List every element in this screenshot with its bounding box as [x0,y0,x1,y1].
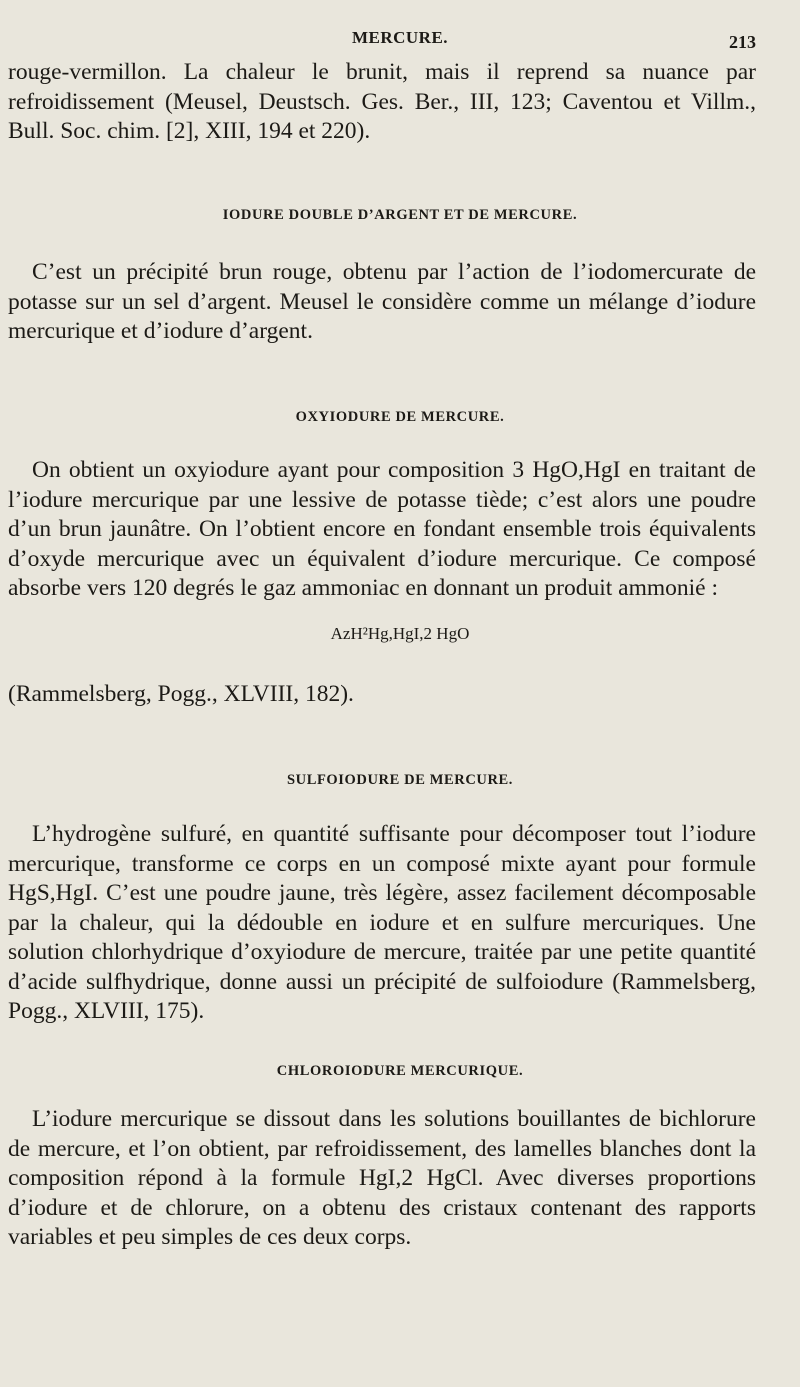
page-number: 213 [729,32,756,52]
section-heading-iodure-double: IODURE DOUBLE D’ARGENT ET DE MERCURE. [222,207,578,223]
paragraph-text: L’iodure mercurique se dissout dans les solutions bouillantes de bichlorure de mercure, et l’on obtient, par refroidissement, des lamelles blanches dont la composition répond à la formule HgI,2 HgCl. Avec diverses proportions d’iodure et de chlorure, on a obtenu des cristaux contenant des rapports variables et peu simples de ces deux corps. [8,1106,756,1250]
paragraph-chloroiodure [8,1105,756,1253]
paragraph-iodure-double [8,258,756,347]
paragraph-text: C’est un précipité brun rouge, obtenu par l’action de l’iodomercurate de potasse sur un sel d’argent. Meusel le considère comme un mélange d’iodure mercurique et d’iodure d’argent. [8,259,756,344]
section-heading-oxyiodure: OXYIODURE DE MERCURE. [295,409,505,425]
paragraph-oxyiodure [8,456,756,604]
chemical-formula: AzH²Hg,HgI,2 HgO [330,624,470,643]
paragraph-text: rouge-vermillon. La chaleur le brunit, mais il reprend sa nuance par refroidissement (Meusel, Deustsch. Ges. Ber., III, 123; Caventou et Villm., Bull. Soc. chim. [2], XIII, 194 et 220). [8,59,756,144]
running-head [0,28,800,52]
section-heading-sulfoiodure: SULFOIODURE DE MERCURE. [286,772,514,788]
paragraph-text: L’hydrogène sulfuré, en quantité suffisante pour décomposer tout l’iodure mercurique, transforme ce corps en un composé mixte ayant pour formule HgS,HgI. C’est une poudre jaune, très légère, assez facilement décomposable par la chaleur, qui la dédouble en iodure et en sulfure mercuriques. Une solution chlorhydrique d’oxyiodure de mercure, traitée par une petite quantité d’acide sulfhydrique, donne aussi un précipité de sulfoiodure (Rammelsberg, Pogg., XLVIII, 175). [8,821,756,1024]
paragraph-text: (Rammelsberg, Pogg., XLVIII, 182). [8,681,354,707]
running-title: MERCURE. [351,28,449,47]
paragraph-continuation [8,58,756,147]
section-heading-chloroiodure: CHLOROIODURE MERCURIQUE. [276,1063,524,1079]
paragraph-text: On obtient un oxyiodure ayant pour composition 3 HgO,HgI en traitant de l’iodure mercurique par une lessive de potasse tiède; c’est alors une poudre d’un brun jaunâtre. On l’obtient encore en fondant ensemble trois équivalents d’oxyde mercurique avec un équivalent d’iodure mercurique. Ce composé absorbe vers 120 degrés le gaz ammoniac en donnant un produit ammonié : [8,457,756,601]
paragraph-sulfoiodure [8,820,756,1027]
paragraph-reference [8,680,756,710]
